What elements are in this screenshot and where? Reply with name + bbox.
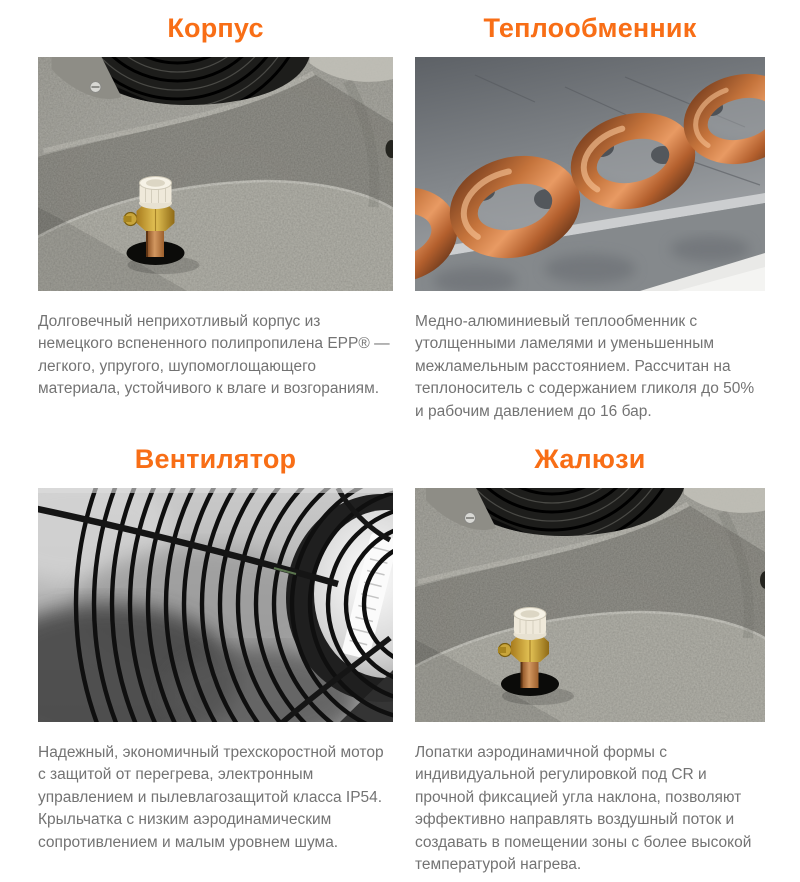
feature-description-zhalyuzi: Лопатки аэродинамичной формы с индивидуальной регулировкой под CR и прочной фиксацией угла наклона, позволяют эффективно направлять воздушный поток и создавать в помещении зоны с более высокой температурой нагрева. — [415, 744, 752, 874]
fan-photo-illustration — [38, 488, 393, 722]
feature-card-zhalyuzi — [415, 443, 765, 876]
housing-photo-illustration — [38, 57, 393, 291]
heat-exchanger-photo — [415, 57, 765, 291]
heat-exchanger-photo-illustration — [415, 57, 765, 291]
louvers-housing-photo — [415, 488, 765, 722]
louvers-housing-photo-illustration — [415, 488, 765, 722]
feature-description-korpus: Долговечный неприхотливый корпус из немецкого вспененного полипропилена EPP® — легкого, упругого, шупомоглощающего материала, устойчивого к влаге и возгораниям. — [38, 313, 390, 398]
feature-title-teploobmennik: Теплообменник — [483, 13, 697, 43]
feature-description-ventilyator: Надежный, экономичный трехскоростной мотор с защитой от перегрева, электронным управлением и пылевлагозащитой класса IP54. Крыльчатка с низким аэродинамическим сопротивлением и малым уровнем шума. — [38, 744, 384, 851]
feature-card-ventilyator — [38, 443, 393, 876]
feature-title-zhalyuzi: Жалюзи — [534, 444, 646, 475]
feature-title-ventilyator: Вентилятор — [134, 444, 297, 475]
feature-title-korpus: Корпус — [167, 13, 264, 43]
housing-photo — [38, 57, 393, 291]
feature-card-korpus — [38, 12, 393, 423]
fan-photo — [38, 488, 393, 722]
feature-description-teploobmennik: Медно-алюминиевый теплообменник с утолщенными ламелями и уменьшенным межламельным расстоянием. Рассчитан на теплоноситель с содержанием гликоля до 50% и рабочим давлением до 16 бар. — [415, 313, 755, 420]
feature-card-teploobmennik — [415, 12, 765, 423]
